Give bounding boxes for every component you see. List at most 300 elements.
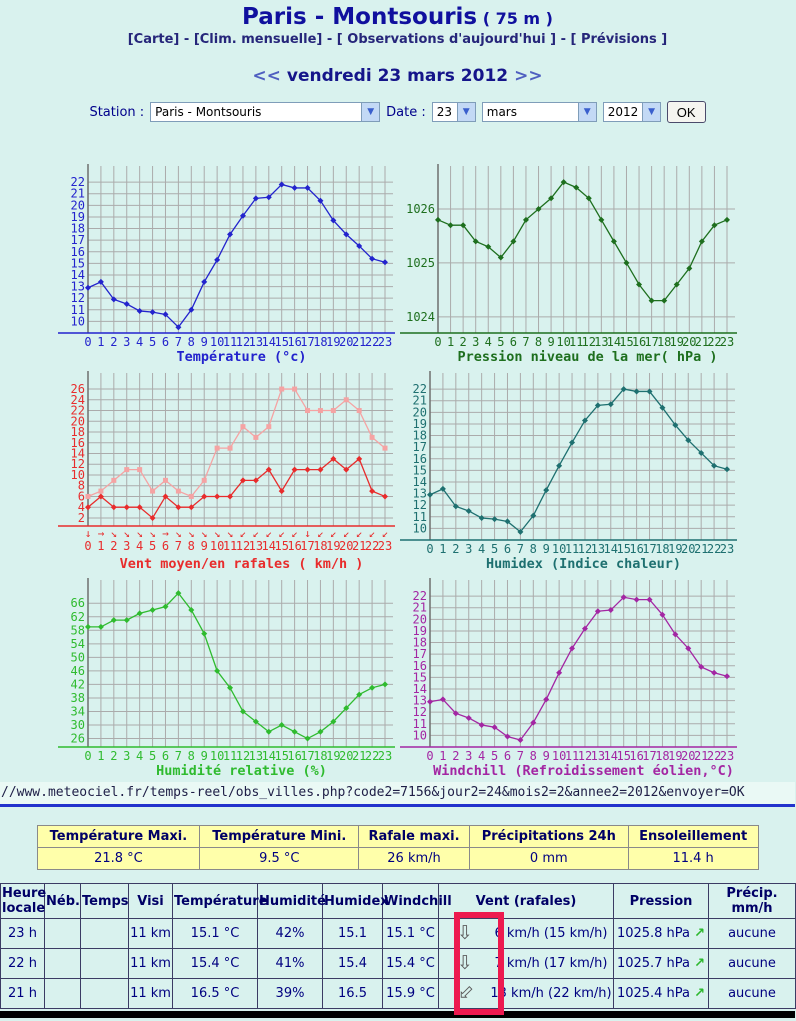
svg-text:20: 20	[339, 539, 354, 553]
svg-text:26: 26	[70, 382, 85, 397]
nav-link-0[interactable]: [Carte]	[127, 32, 180, 47]
obs-cell-temps	[81, 919, 129, 949]
svg-text:20: 20	[681, 749, 696, 763]
svg-text:↙: ↙	[330, 527, 337, 540]
svg-text:2: 2	[452, 749, 460, 763]
svg-text:17: 17	[642, 749, 657, 763]
svg-text:21: 21	[693, 749, 709, 763]
summary-header-4: Ensoleillement	[628, 826, 758, 848]
obs-cell-humidite: 42%	[258, 919, 323, 949]
summary-header-row	[37, 826, 758, 848]
svg-text:20: 20	[412, 405, 427, 420]
svg-text:↘: ↘	[213, 527, 221, 540]
svg-text:12: 12	[70, 457, 85, 472]
svg-text:9: 9	[200, 539, 208, 553]
svg-text:0: 0	[434, 335, 442, 349]
obs-cell-neb	[45, 949, 81, 979]
svg-text:22: 22	[706, 542, 722, 556]
svg-text:19: 19	[326, 749, 341, 763]
svg-text:16: 16	[70, 244, 85, 259]
svg-text:22: 22	[707, 335, 722, 349]
obs-cell-humidite: 41%	[258, 949, 323, 979]
svg-text:0: 0	[84, 539, 92, 553]
svg-text:↙: ↙	[355, 527, 363, 540]
svg-text:11: 11	[564, 749, 580, 763]
station-date-form	[0, 100, 795, 124]
svg-text:18: 18	[313, 539, 328, 553]
svg-text:23: 23	[377, 539, 393, 553]
nav-link-3[interactable]: [ Prévisions ]	[570, 32, 668, 47]
svg-text:13: 13	[248, 335, 264, 349]
svg-text:↙: ↙	[381, 527, 389, 540]
svg-text:13: 13	[590, 542, 606, 556]
svg-text:5: 5	[490, 749, 499, 763]
svg-text:10: 10	[209, 539, 225, 553]
svg-text:6: 6	[503, 749, 512, 763]
station-label: Station :	[89, 104, 145, 120]
svg-text:18: 18	[412, 635, 427, 650]
svg-text:19: 19	[70, 209, 85, 224]
svg-text:1: 1	[97, 749, 105, 763]
date-label: Date :	[386, 104, 426, 120]
svg-text:18: 18	[70, 221, 85, 236]
svg-text:18: 18	[655, 749, 670, 763]
svg-text:15: 15	[412, 670, 427, 685]
svg-text:12: 12	[577, 542, 593, 556]
svg-text:21: 21	[70, 186, 85, 201]
svg-text:0: 0	[426, 542, 434, 556]
svg-text:11: 11	[412, 509, 427, 524]
svg-text:15: 15	[70, 256, 85, 271]
svg-text:10: 10	[412, 521, 427, 536]
svg-text:↓: ↓	[84, 527, 92, 540]
svg-text:22: 22	[70, 175, 85, 190]
obs-cell-humidite: 39%	[258, 979, 323, 1009]
nav-links	[0, 32, 795, 50]
obs-cell-vent	[439, 919, 614, 949]
svg-text:2: 2	[459, 335, 467, 349]
pressure-trend-up-icon: ↗	[694, 956, 706, 971]
svg-text:12: 12	[412, 705, 427, 720]
svg-text:23: 23	[377, 749, 393, 763]
month-select[interactable]: mars ▼	[482, 102, 597, 122]
obs-cell-pression: 1025.4 hPa ↗	[614, 979, 709, 1009]
svg-text:23: 23	[719, 542, 735, 556]
svg-text:17: 17	[300, 539, 315, 553]
obs-header-6: Humidex	[323, 884, 383, 919]
summary-value-3: 0 mm	[469, 848, 628, 870]
svg-text:6: 6	[509, 335, 518, 349]
svg-text:38: 38	[70, 690, 85, 705]
svg-text:↙: ↙	[342, 527, 350, 540]
chart-temperature	[58, 160, 395, 365]
svg-text:16: 16	[629, 542, 644, 556]
obs-body	[1, 919, 796, 1009]
svg-text:3: 3	[465, 749, 473, 763]
svg-text:16: 16	[412, 658, 427, 673]
svg-text:2: 2	[110, 335, 118, 349]
summary-table	[37, 825, 759, 870]
summary-header-1: Température Mini.	[200, 826, 359, 848]
svg-text:↘: ↘	[226, 527, 234, 540]
obs-row-23h	[1, 919, 796, 949]
svg-text:19: 19	[326, 335, 341, 349]
svg-text:22: 22	[412, 382, 427, 397]
svg-text:12: 12	[70, 291, 85, 306]
svg-text:14: 14	[412, 681, 427, 696]
wind-direction-icon: ⇩	[457, 922, 473, 944]
svg-text:62: 62	[70, 609, 85, 624]
svg-text:18: 18	[313, 749, 328, 763]
svg-text:↓: ↓	[304, 527, 311, 540]
svg-text:17: 17	[412, 647, 427, 662]
observations-table	[0, 883, 796, 1009]
obs-cell-humidex: 16.5	[323, 979, 383, 1009]
svg-text:↘: ↘	[149, 527, 156, 540]
svg-text:7: 7	[174, 539, 183, 553]
nav-separator: -	[179, 32, 194, 47]
svg-text:1: 1	[97, 335, 105, 349]
svg-text:5: 5	[148, 335, 157, 349]
svg-text:4: 4	[136, 335, 144, 349]
obs-cell-pression: 1025.8 hPa ↗	[614, 919, 709, 949]
svg-text:1024: 1024	[406, 309, 435, 324]
obs-cell-windchill: 15.9 °C	[383, 979, 439, 1009]
obs-header-2: Temps	[81, 884, 129, 919]
svg-text:2: 2	[110, 749, 118, 763]
day-select[interactable]: 23 ▼	[432, 102, 476, 122]
svg-text:14: 14	[603, 749, 619, 763]
svg-text:21: 21	[351, 539, 367, 553]
svg-text:34: 34	[70, 704, 85, 719]
chevron-down-icon: ▼	[578, 103, 596, 121]
svg-text:16: 16	[70, 435, 85, 450]
svg-text:18: 18	[655, 542, 670, 556]
svg-text:13: 13	[70, 279, 85, 294]
svg-text:17: 17	[300, 335, 315, 349]
svg-text:9: 9	[200, 749, 208, 763]
svg-text:17: 17	[70, 233, 85, 248]
svg-text:8: 8	[534, 335, 543, 349]
svg-text:4: 4	[478, 749, 486, 763]
svg-text:14: 14	[412, 474, 427, 489]
svg-text:14: 14	[261, 749, 277, 763]
svg-text:20: 20	[339, 335, 354, 349]
obs-cell-neb	[45, 979, 81, 1009]
svg-text:16: 16	[287, 749, 302, 763]
svg-text:6: 6	[161, 749, 170, 763]
summary-value-4: 11.4 h	[628, 848, 758, 870]
svg-text:11: 11	[564, 542, 580, 556]
station-title: Paris - Montsouris	[242, 4, 478, 30]
chevron-down-icon: ▼	[642, 103, 659, 121]
svg-text:↙: ↙	[368, 527, 376, 540]
svg-text:8: 8	[529, 542, 537, 556]
obs-header-1: Néb.	[45, 884, 81, 919]
svg-text:16: 16	[631, 335, 647, 349]
svg-text:1: 1	[439, 749, 447, 763]
svg-text:15: 15	[616, 542, 631, 556]
svg-text:3: 3	[123, 539, 131, 553]
svg-text:13: 13	[594, 335, 609, 349]
svg-text:15: 15	[274, 749, 289, 763]
svg-text:15: 15	[274, 335, 289, 349]
year-select[interactable]: 2012 ▼	[603, 102, 661, 122]
svg-text:Humidex (Indice chaleur): Humidex (Indice chaleur)	[485, 556, 682, 572]
svg-text:10: 10	[70, 467, 85, 482]
wind-speed-value: 7 km/h (17 km/h)	[494, 956, 608, 971]
svg-text:15: 15	[274, 539, 289, 553]
svg-text:11: 11	[70, 302, 85, 317]
chart-vent	[58, 367, 395, 572]
svg-text:20: 20	[681, 542, 696, 556]
prev-day-link[interactable]: <<	[252, 66, 281, 86]
next-day-link[interactable]: >>	[514, 66, 543, 86]
svg-text:0: 0	[426, 749, 434, 763]
svg-text:16: 16	[287, 539, 302, 553]
svg-text:11: 11	[222, 335, 238, 349]
obs-cell-humidex: 15.4	[323, 949, 383, 979]
obs-header-5: Humidité	[258, 884, 323, 919]
svg-text:42: 42	[70, 677, 85, 692]
svg-text:5: 5	[490, 542, 499, 556]
svg-text:4: 4	[478, 542, 486, 556]
obs-header-10: Précip. mm/h	[709, 884, 796, 919]
svg-text:10: 10	[209, 335, 225, 349]
svg-text:4: 4	[136, 539, 144, 553]
chevron-down-icon: ▼	[457, 103, 475, 121]
bottom-separator	[0, 1011, 795, 1018]
svg-text:Vent moyen/en rafales ( km/h ): Vent moyen/en rafales ( km/h )	[119, 556, 364, 572]
svg-text:12: 12	[412, 498, 427, 513]
svg-text:13: 13	[248, 749, 264, 763]
svg-text:7: 7	[174, 335, 183, 349]
obs-cell-vent	[439, 949, 614, 979]
svg-text:15: 15	[616, 749, 631, 763]
svg-text:14: 14	[603, 542, 619, 556]
obs-cell-pression: 1025.7 hPa ↗	[614, 949, 709, 979]
svg-text:7: 7	[516, 542, 525, 556]
svg-text:26: 26	[70, 731, 85, 746]
svg-text:12: 12	[235, 335, 251, 349]
svg-text:1: 1	[97, 539, 105, 553]
svg-text:22: 22	[70, 403, 85, 418]
station-select[interactable]: Paris - Montsouris ▼	[150, 102, 380, 122]
svg-text:11: 11	[222, 539, 238, 553]
url-bar: //www.meteociel.fr/temps-reel/obs_villes.php?code2=7156&jour2=24&mois2=2&annee2=2012&envoyer=OK	[0, 782, 795, 807]
svg-text:Windchill (Refroidissement éol: Windchill (Refroidissement éolien,°C)	[433, 763, 734, 779]
svg-text:3: 3	[465, 542, 473, 556]
svg-text:24: 24	[70, 392, 85, 407]
svg-text:13: 13	[412, 693, 427, 708]
svg-text:↘: ↘	[187, 527, 195, 540]
nav-link-2[interactable]: [ Observations d'aujourd'hui ]	[336, 32, 557, 47]
wind-direction-icon: ⇩	[451, 979, 479, 1007]
svg-text:0: 0	[84, 749, 92, 763]
svg-text:22: 22	[364, 335, 380, 349]
svg-text:12: 12	[235, 539, 251, 553]
svg-text:23: 23	[719, 749, 735, 763]
svg-text:↘: ↘	[175, 527, 182, 540]
summary-value-0: 21.8 °C	[37, 848, 200, 870]
svg-text:23: 23	[377, 335, 393, 349]
obs-header-3: Visi	[129, 884, 173, 919]
svg-text:20: 20	[412, 612, 427, 627]
svg-text:↙: ↙	[317, 527, 324, 540]
ok-button[interactable]: OK	[667, 101, 706, 123]
svg-text:17: 17	[412, 440, 427, 455]
svg-text:10: 10	[551, 749, 567, 763]
obs-header-4: Température	[173, 884, 258, 919]
obs-cell-heure: 23 h	[1, 919, 45, 949]
svg-text:7: 7	[516, 749, 525, 763]
summary-value-1: 9.5 °C	[200, 848, 359, 870]
summary-value-row	[37, 848, 758, 870]
svg-text:19: 19	[668, 542, 683, 556]
svg-text:14: 14	[70, 446, 85, 461]
svg-text:6: 6	[161, 335, 170, 349]
obs-cell-visi: 11 km	[129, 979, 173, 1009]
svg-text:0: 0	[84, 335, 92, 349]
obs-cell-windchill: 15.4 °C	[383, 949, 439, 979]
summary-header-2: Rafale maxi.	[359, 826, 470, 848]
svg-text:21: 21	[694, 335, 710, 349]
svg-text:17: 17	[644, 335, 659, 349]
svg-text:↙: ↙	[291, 527, 298, 540]
svg-text:↘: ↘	[200, 527, 208, 540]
svg-text:9: 9	[542, 542, 550, 556]
svg-text:54: 54	[70, 636, 85, 651]
obs-row-21h	[1, 979, 796, 1009]
svg-text:14: 14	[606, 335, 622, 349]
svg-text:18: 18	[70, 425, 85, 440]
obs-header-9: Pression	[614, 884, 709, 919]
svg-text:13: 13	[412, 486, 427, 501]
svg-text:1025: 1025	[406, 255, 435, 270]
svg-text:↙: ↙	[265, 527, 273, 540]
obs-cell-heure: 21 h	[1, 979, 45, 1009]
obs-cell-precip: aucune	[709, 949, 796, 979]
nav-link-1[interactable]: [Clim. mensuelle]	[193, 32, 323, 47]
svg-text:4: 4	[484, 335, 492, 349]
svg-text:66: 66	[70, 596, 85, 611]
chart-humidex	[400, 367, 737, 572]
svg-text:6: 6	[161, 539, 170, 553]
svg-text:2: 2	[77, 510, 85, 525]
svg-text:↘: ↘	[123, 527, 131, 540]
svg-text:11: 11	[412, 716, 427, 731]
svg-text:10: 10	[70, 314, 85, 329]
page-title	[0, 0, 795, 32]
svg-text:17: 17	[300, 749, 315, 763]
chart-pression	[400, 160, 737, 365]
svg-text:14: 14	[70, 267, 85, 282]
obs-cell-temperature: 16.5 °C	[173, 979, 258, 1009]
obs-header-0: Heure locale	[1, 884, 45, 919]
svg-text:13: 13	[590, 749, 606, 763]
svg-text:15: 15	[412, 463, 427, 478]
svg-text:7: 7	[174, 749, 183, 763]
svg-text:50: 50	[70, 650, 85, 665]
obs-header-7: Windchill	[383, 884, 439, 919]
nav-separator: -	[556, 32, 571, 47]
svg-text:20: 20	[70, 414, 85, 429]
svg-text:17: 17	[642, 542, 657, 556]
svg-text:12: 12	[581, 335, 597, 349]
svg-text:6: 6	[503, 542, 512, 556]
svg-text:1: 1	[439, 542, 447, 556]
svg-text:46: 46	[70, 663, 85, 678]
svg-text:↙: ↙	[252, 527, 260, 540]
obs-cell-heure: 22 h	[1, 949, 45, 979]
svg-text:16: 16	[412, 451, 427, 466]
svg-text:16: 16	[629, 749, 644, 763]
svg-text:8: 8	[529, 749, 537, 763]
svg-text:23: 23	[719, 335, 735, 349]
pressure-trend-up-icon: ↗	[694, 926, 706, 941]
svg-text:19: 19	[412, 623, 427, 638]
svg-text:18: 18	[313, 335, 328, 349]
obs-header-8: Vent (rafales)	[439, 884, 614, 919]
obs-cell-visi: 11 km	[129, 949, 173, 979]
svg-text:1: 1	[446, 335, 455, 349]
svg-text:11: 11	[222, 749, 238, 763]
svg-text:10: 10	[556, 335, 571, 349]
svg-text:16: 16	[287, 335, 302, 349]
svg-text:13: 13	[248, 539, 264, 553]
svg-text:21: 21	[351, 749, 367, 763]
svg-text:5: 5	[148, 539, 157, 553]
svg-text:20: 20	[339, 749, 354, 763]
station-altitude: ( 75 m )	[482, 9, 553, 28]
svg-text:21: 21	[412, 393, 427, 408]
svg-text:9: 9	[200, 335, 208, 349]
summary-header-3: Précipitations 24h	[469, 826, 628, 848]
svg-text:↙: ↙	[278, 527, 286, 540]
wind-speed-value: 6 km/h (15 km/h)	[494, 926, 608, 941]
svg-text:21: 21	[351, 335, 367, 349]
pressure-trend-up-icon: ↗	[694, 986, 706, 1001]
svg-text:↘: ↘	[110, 527, 118, 540]
svg-text:4: 4	[77, 500, 85, 515]
svg-text:18: 18	[412, 428, 427, 443]
svg-text:7: 7	[522, 335, 530, 349]
svg-text:18: 18	[656, 335, 672, 349]
svg-text:58: 58	[70, 623, 85, 638]
date-navigation	[0, 64, 795, 88]
svg-text:14: 14	[261, 539, 277, 553]
obs-cell-temps	[81, 949, 129, 979]
svg-text:22: 22	[412, 589, 427, 604]
svg-text:↙: ↙	[239, 527, 247, 540]
obs-cell-temperature: 15.4 °C	[173, 949, 258, 979]
svg-text:12: 12	[577, 749, 593, 763]
chart-windchill	[400, 574, 737, 779]
svg-text:19: 19	[326, 539, 341, 553]
chart-humidite	[58, 574, 395, 779]
summary-value-2: 26 km/h	[359, 848, 470, 870]
obs-cell-temps	[81, 979, 129, 1009]
svg-text:10: 10	[551, 542, 567, 556]
svg-text:19: 19	[412, 416, 427, 431]
svg-text:Pression niveau de la mer( hPa: Pression niveau de la mer( hPa )	[457, 349, 718, 365]
chevron-down-icon: ▼	[361, 103, 379, 121]
svg-text:9: 9	[542, 749, 550, 763]
svg-text:22: 22	[364, 749, 380, 763]
svg-text:9: 9	[547, 335, 555, 349]
obs-cell-temperature: 15.1 °C	[173, 919, 258, 949]
obs-cell-precip: aucune	[709, 919, 796, 949]
